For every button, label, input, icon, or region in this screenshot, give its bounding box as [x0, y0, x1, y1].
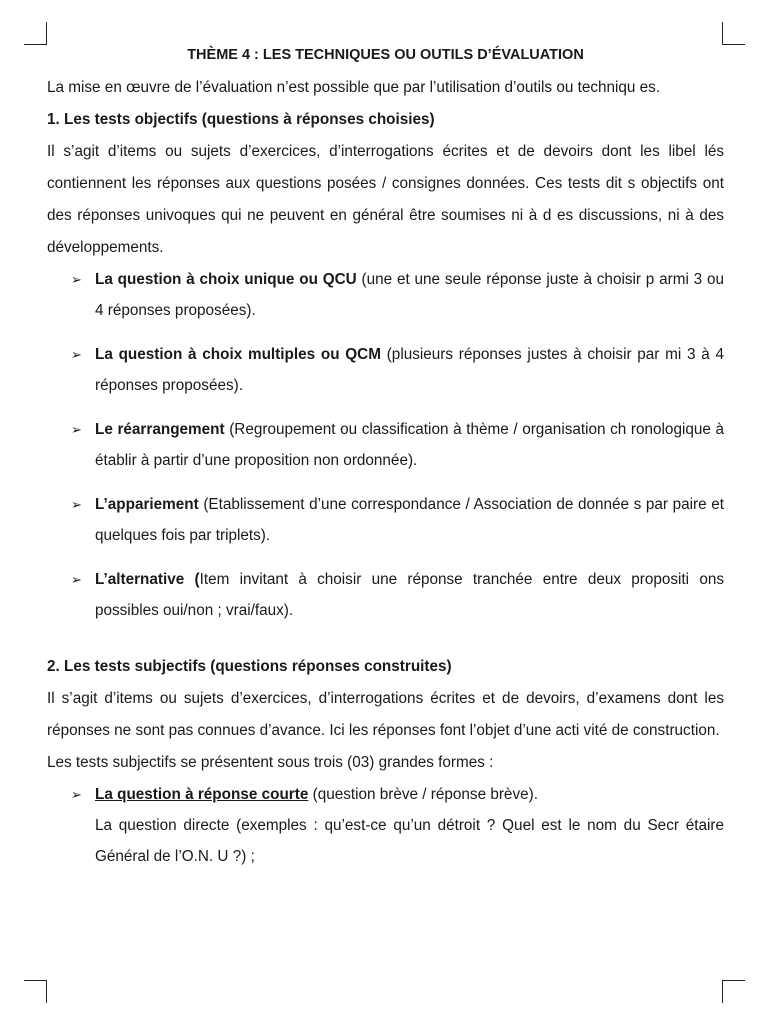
list-item-term: L’appariement — [95, 496, 199, 513]
list-item — [47, 564, 724, 626]
arrowhead-bullet-icon: ➢ — [71, 572, 82, 587]
list-item-term: La question à réponse courte — [95, 786, 309, 803]
arrowhead-bullet-icon: ➢ — [71, 787, 82, 802]
list-item-desc: (question brève / réponse brève). — [308, 786, 538, 803]
list-item-desc: Item invitant à choisir une réponse tranchée entre deux propositi ons possibles oui/non ; vrai/faux). — [95, 571, 724, 619]
list-item — [47, 264, 724, 326]
intro-paragraph: La mise en œuvre de l’évaluation n’est possible que par l’utilisation d’outils ou techniqu es. — [47, 79, 661, 96]
crop-mark-bottom-left — [24, 980, 47, 1003]
list-item-desc: (Regroupement ou classification à thème / organisation ch ronologique à établir à partir d’une proposition non ordonnée). — [95, 421, 724, 469]
list-item — [47, 779, 724, 810]
list-item-term: Le réarrangement — [95, 421, 225, 438]
crop-mark-top-right — [722, 22, 745, 45]
arrowhead-bullet-icon: ➢ — [71, 422, 82, 437]
arrowhead-bullet-icon: ➢ — [71, 347, 82, 362]
list-item — [47, 489, 724, 551]
list-item-desc: (une et une seule réponse juste à choisir p armi 3 ou 4 réponses proposées). — [95, 271, 725, 319]
list-item-term: La question à choix unique ou QCU — [95, 271, 357, 288]
page-title: THÈME 4 : LES TECHNIQUES OU OUTILS D’ÉVALUATION — [187, 47, 584, 63]
section2-heading: 2. Les tests subjectifs (questions réponses construites) — [47, 658, 452, 675]
crop-mark-top-left — [24, 22, 47, 45]
crop-mark-bottom-right — [722, 980, 745, 1003]
list-item — [47, 339, 724, 401]
section1-paragraph: Il s’agit d’items ou sujets d’exercices, d’interrogations écrites et de devoirs dont les libel lés contiennent les réponses aux questions posées / consignes données. Ces tests dit s objectifs ont des réponses univoques qui ne peuvent en général être soumises ni à d es discussions, ni à des développements. — [47, 143, 724, 256]
list-item-desc: (plusieurs réponses justes à choisir par mi 3 à 4 réponses proposées). — [95, 346, 724, 394]
section2-paragraph: Il s’agit d’items ou sujets d’exercices, d’interrogations écrites et de devoirs, d’examens dont les réponses ne sont pas connues d’avance. Ici les réponses font l’objet d’une acti vité de construction. — [47, 690, 724, 739]
arrowhead-bullet-icon: ➢ — [71, 272, 82, 287]
list-item — [47, 414, 724, 476]
list-item-term: La question à choix multiples ou QCM — [95, 346, 381, 363]
list-item-detail: La question directe (exemples : qu’est-ce qu’un détroit ? Quel est le nom du Secr étaire Général de l’O.N. U ?) ; — [95, 817, 724, 865]
list-item-term: L’alternative ( — [95, 571, 200, 588]
document-body — [47, 42, 724, 872]
section2-forms-intro: Les tests subjectifs se présentent sous trois (03) grandes formes : — [47, 754, 494, 771]
section1-heading: 1. Les tests objectifs (questions à réponses choisies) — [47, 111, 435, 128]
list-item-desc: (Etablissement d’une correspondance / Association de donnée s par paire et quelques fois par triplets). — [95, 496, 724, 544]
arrowhead-bullet-icon: ➢ — [71, 497, 82, 512]
